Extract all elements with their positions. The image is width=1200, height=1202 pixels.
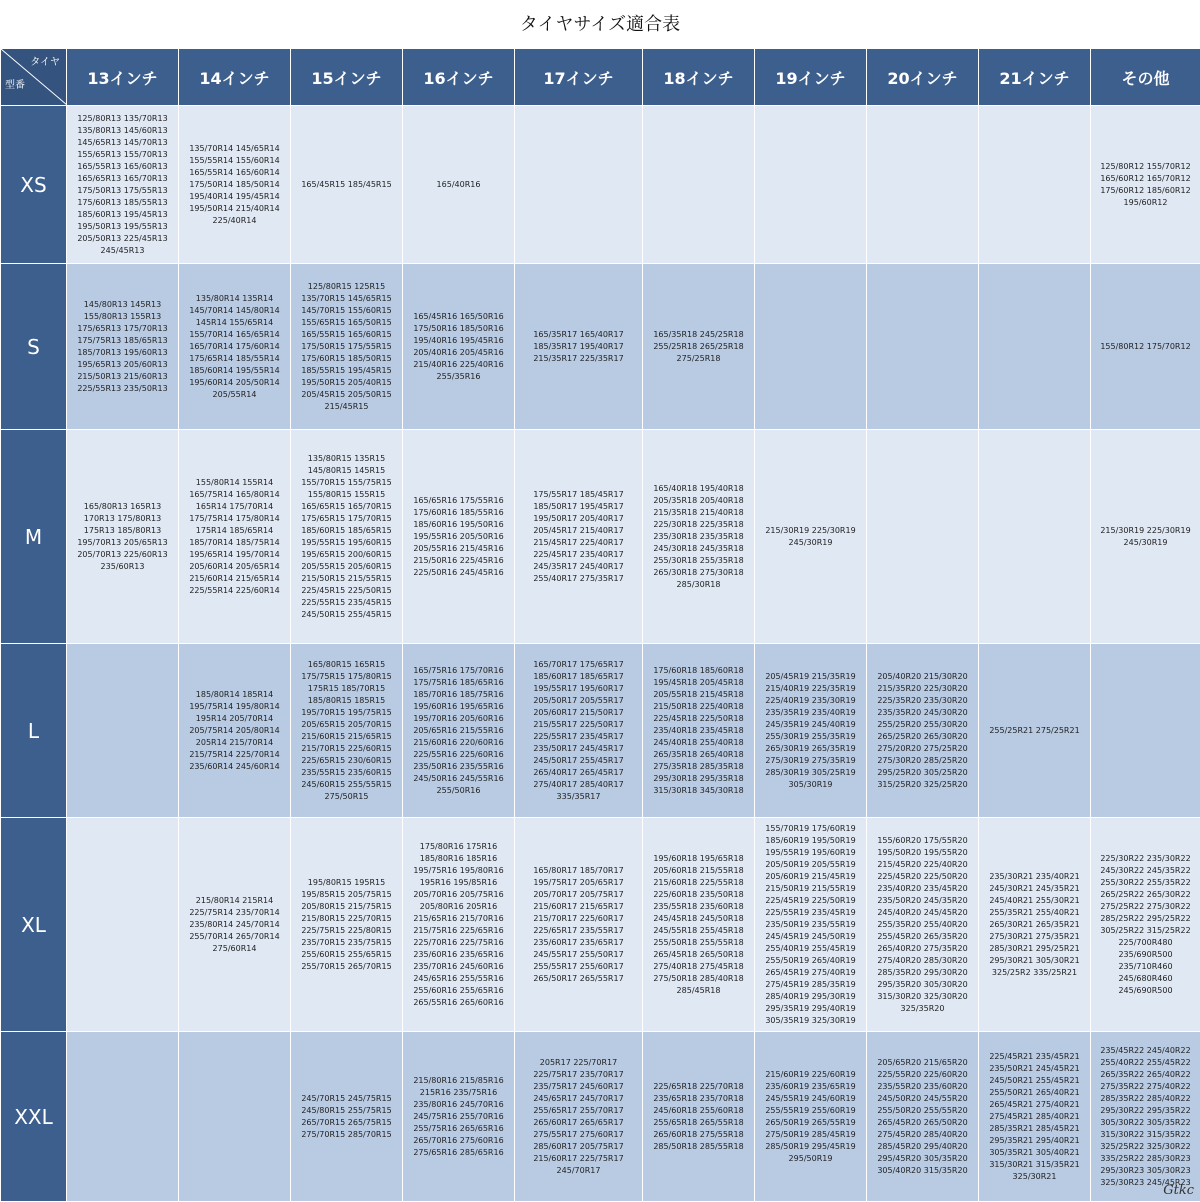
size-cell [755,430,867,644]
size-list: 195/80R15 195R15 195/85R15 205/75R15 205/80R15 215/75R15 215/80R15 225/70R15 225/75R15 225/80R15 235/70R15 235/75R15 255/60R15 255/65R15 255/70R15 265/70R15 [293,877,400,973]
size-cell [643,818,755,1032]
column-header-16: 16インチ [403,49,515,106]
size-list: 255/25R21 275/25R21 [981,725,1088,737]
size-cell [67,1032,179,1202]
column-header-other: その他 [1091,49,1200,106]
size-list: 235/30R21 235/40R21 245/30R21 245/35R21 245/40R21 255/30R21 255/35R21 255/40R21 265/30R21 265/35R21 275/30R21 275/35R21 285/30R21 295/25R21 295/30R21 305/30R21 325/25R2 335/25R21 [981,871,1088,979]
size-cell [291,106,403,264]
size-row-xs [1,106,1200,264]
size-list: 175/55R17 185/45R17 185/50R17 195/45R17 195/50R17 205/40R17 205/45R17 215/40R17 215/45R17 225/40R17 225/45R17 235/40R17 245/35R17 245/40R17 255/40R17 275/35R17 [517,489,640,585]
size-list: 135/80R14 135R14 145/70R14 145/80R14 145R14 155/65R14 155/70R14 165/65R14 165/70R14 175/60R14 175/65R14 185/55R14 185/60R14 195/55R14 195/60R14 205/50R14 205/55R14 [181,293,288,401]
size-cell [515,430,643,644]
size-list: 225/45R21 235/45R21 235/50R21 245/45R21 245/50R21 255/45R21 255/50R21 265/40R21 265/45R21 275/40R21 275/45R21 285/40R21 285/35R21 285/45R21 295/35R21 295/40R21 305/35R21 305/40R21 315/30R21 315/35R21 325/30R21 [981,1051,1088,1183]
size-cell [755,818,867,1032]
column-header-19: 19インチ [755,49,867,106]
size-cell [291,1032,403,1202]
column-header-13: 13インチ [67,49,179,106]
size-list: 165/80R17 185/70R17 195/75R17 205/65R17 205/70R17 205/75R17 215/60R17 215/65R17 215/70R17 225/60R17 225/65R17 235/55R17 235/60R17 235/65R17 245/55R17 255/50R17 255/55R17 255/60R17 265/50R17 265/55R17 [517,865,640,985]
size-cell [755,264,867,430]
size-list: 165/80R13 165R13 170R13 175/80R13 175R13 185/80R13 195/70R13 205/65R13 205/70R13 225/60R13 235/60R13 [69,501,176,573]
size-list: 175/60R18 185/60R18 195/45R18 205/45R18 205/55R18 215/45R18 215/50R18 225/40R18 225/45R18 225/50R18 235/40R18 235/45R18 245/40R18 255/40R18 265/35R18 265/40R18 275/35R18 285/35R18 295/30R18 295/35R18 315/30R18 345/30R18 [645,665,752,797]
size-cell [291,264,403,430]
size-cell [979,644,1091,818]
size-list: 135/80R15 135R15 145/80R15 145R15 155/70R15 155/75R15 155/80R15 155R15 165/65R15 165/70R15 175/65R15 175/70R15 185/60R15 185/65R15 195/55R15 195/60R15 195/65R15 200/60R15 205/55R15 205/60R15 215/50R15 215/55R15 225/45R15 225/50R15 225/55R15 235/45R15 245/50R15 255/45R15 [293,453,400,621]
size-cell [643,1032,755,1202]
row-label: XS [1,106,67,264]
row-label: M [1,430,67,644]
size-row-l [1,644,1200,818]
size-cell [67,264,179,430]
watermark: Gtkc [1163,1183,1194,1198]
size-list: 225/30R22 235/30R22 245/30R22 245/35R22 255/30R22 255/35R22 265/25R22 265/30R22 275/25R22 275/30R22 285/25R22 295/25R22 305/25R22 315/25R22 225/700R480 235/690R500 235/710R460 245/680R460 245/690R500 [1093,853,1198,997]
row-label: S [1,264,67,430]
size-list: 155/70R19 175/60R19 185/60R19 195/50R19 195/55R19 195/60R19 205/50R19 205/55R19 205/60R19 215/45R19 215/50R19 215/55R19 225/45R19 225/50R19 225/55R19 235/45R19 235/50R19 235/55R19 245/45R19 245/50R19 255/40R19 255/45R19 255/50R19 265/40R19 265/45R19 275/40R19 275/45R19 285/35R19 285/40R19 295/30R19 295/35R19 295/40R19 305/35R19 325/30R19 [757,823,864,1027]
tire-size-table [0,48,1200,1202]
row-label: L [1,644,67,818]
size-cell [403,818,515,1032]
size-list: 205/45R19 215/35R19 215/40R19 225/35R19 225/40R19 235/30R19 235/35R19 235/40R19 245/35R19 245/40R19 255/30R19 255/35R19 265/30R19 265/35R19 275/30R19 275/35R19 285/30R19 305/25R19 305/30R19 [757,671,864,791]
size-row-s [1,264,1200,430]
size-list: 205R17 225/70R17 225/75R17 235/70R17 235/75R17 245/60R17 245/65R17 245/70R17 255/65R17 255/70R17 265/60R17 265/65R17 275/55R17 275/60R17 285/60R17 205/75R17 215/60R17 225/75R17 245/70R17 [517,1057,640,1177]
size-cell [1091,1032,1200,1202]
size-list: 165/70R17 175/65R17 185/60R17 185/65R17 195/55R17 195/60R17 205/50R17 205/55R17 205/60R17 215/50R17 215/55R17 225/50R17 225/55R17 235/45R17 235/50R17 245/45R17 245/50R17 255/45R17 265/40R17 265/45R17 275/40R17 285/40R17 335/35R17 [517,659,640,803]
size-list: 185/80R14 185R14 195/75R14 195/80R14 195R14 205/70R14 205/75R14 205/80R14 205R14 215/70R14 215/75R14 225/70R14 235/60R14 245/60R14 [181,689,288,773]
size-cell [515,1032,643,1202]
size-cell [979,818,1091,1032]
size-cell [291,644,403,818]
size-cell [179,818,291,1032]
size-cell [179,264,291,430]
size-list: 165/75R16 175/70R16 175/75R16 185/65R16 185/70R16 185/75R16 195/60R16 195/65R16 195/70R16 205/60R16 205/65R16 215/55R16 215/60R16 220/60R16 225/55R16 225/60R16 235/50R16 235/55R16 245/50R16 245/55R16 255/50R16 [405,665,512,797]
size-list: 125/80R13 135/70R13 135/80R13 145/60R13 145/65R13 145/70R13 155/65R13 155/70R13 165/55R13 165/60R13 165/65R13 165/70R13 175/50R13 175/55R13 175/60R13 185/55R13 185/60R13 195/45R13 195/50R13 195/55R13 205/50R13 225/45R13 245/45R13 [69,113,176,257]
size-cell [179,644,291,818]
size-cell [291,430,403,644]
size-list: 165/35R17 165/40R17 185/35R17 195/40R17 215/35R17 225/35R17 [517,329,640,365]
size-row-xxl [1,1032,1200,1202]
size-cell [979,106,1091,264]
size-cell [867,264,979,430]
size-list: 235/45R22 245/40R22 255/40R22 255/45R22 265/35R22 265/40R22 275/35R22 275/40R22 285/35R22 285/40R22 295/30R22 295/35R22 305/30R22 305/35R22 315/30R22 315/35R22 325/25R22 325/30R22 335/25R22 285/30R23 295/30R23 305/30R23 325/30R23 245/45R23 [1093,1045,1198,1189]
size-cell [1091,818,1200,1032]
size-cell [979,430,1091,644]
size-list: 125/80R15 125R15 135/70R15 145/65R15 145/70R15 155/60R15 155/65R15 165/50R15 165/55R15 165/60R15 175/50R15 175/55R15 175/60R15 185/50R15 185/55R15 195/45R15 195/50R15 205/40R15 205/45R15 205/50R15 215/45R15 [293,281,400,413]
size-list: 205/40R20 215/30R20 215/35R20 225/30R20 225/35R20 235/30R20 235/35R20 245/30R20 255/25R20 255/30R20 265/25R20 265/30R20 275/20R20 275/25R20 275/30R20 285/25R20 295/25R20 305/25R20 315/25R20 325/25R20 [869,671,976,791]
size-cell [643,106,755,264]
size-cell [403,264,515,430]
size-cell [867,430,979,644]
page-title: タイヤサイズ適合表 [0,10,1200,44]
size-cell [979,264,1091,430]
size-cell [1091,430,1200,644]
size-cell [403,644,515,818]
size-list: 215/30R19 225/30R19 245/30R19 [757,525,864,549]
size-cell [67,430,179,644]
size-list: 165/65R16 175/55R16 175/60R16 185/55R16 185/60R16 195/50R16 195/55R16 205/50R16 205/55R16 215/45R16 215/50R16 225/45R16 225/50R16 245/45R16 [405,495,512,579]
size-list: 165/35R18 245/25R18 255/25R18 265/25R18 275/25R18 [645,329,752,365]
size-cell [67,818,179,1032]
size-list: 215/80R14 215R14 225/75R14 235/70R14 235/80R14 245/70R14 255/70R14 265/70R14 275/60R14 [181,895,288,955]
size-cell [867,644,979,818]
size-list: 135/70R14 145/65R14 155/55R14 155/60R14 165/55R14 165/60R14 175/50R14 185/50R14 195/40R14 195/45R14 195/50R14 215/40R14 225/40R14 [181,143,288,227]
size-cell [1091,106,1200,264]
size-list: 215/60R19 225/60R19 235/60R19 235/65R19 245/55R19 245/60R19 255/55R19 255/60R19 265/50R19 265/55R19 275/50R19 285/45R19 285/50R19 295/45R19 295/50R19 [757,1069,864,1165]
size-cell [179,106,291,264]
size-row-xl [1,818,1200,1032]
size-cell [515,644,643,818]
size-cell [1091,264,1200,430]
corner-tire-label: タイヤ [30,53,60,68]
size-list: 155/80R12 175/70R12 [1093,341,1198,353]
size-cell [867,1032,979,1202]
size-cell [755,1032,867,1202]
column-header-14: 14インチ [179,49,291,106]
size-cell [515,106,643,264]
column-header-15: 15インチ [291,49,403,106]
size-list: 165/40R18 195/40R18 205/35R18 205/40R18 215/35R18 215/40R18 225/30R18 225/35R18 235/30R18 235/35R18 245/30R18 245/35R18 255/30R18 255/35R18 265/30R18 275/30R18 285/30R18 [645,483,752,591]
size-cell [291,818,403,1032]
corner-model-label: 型番 [5,76,25,91]
size-list: 145/80R13 145R13 155/80R13 155R13 175/65R13 175/70R13 175/75R13 185/65R13 185/70R13 195/60R13 195/65R13 205/60R13 215/50R13 215/60R13 225/55R13 235/50R13 [69,299,176,395]
size-cell [67,106,179,264]
size-row-m [1,430,1200,644]
column-header-20: 20インチ [867,49,979,106]
size-list: 165/45R16 165/50R16 175/50R16 185/50R16 195/40R16 195/45R16 205/40R16 205/45R16 215/40R16 225/40R16 255/35R16 [405,311,512,383]
size-list: 165/45R15 185/45R15 [293,179,400,191]
size-cell [643,644,755,818]
size-cell [643,264,755,430]
size-list: 245/70R15 245/75R15 245/80R15 255/75R15 265/70R15 265/75R15 275/70R15 285/70R15 [293,1093,400,1141]
size-cell [403,430,515,644]
size-list: 215/80R16 215/85R16 215R16 235/75R16 235/80R16 245/70R16 245/75R16 255/70R16 255/75R16 265/65R16 265/70R16 275/60R16 275/65R16 285/65R16 [405,1075,512,1159]
size-cell [515,818,643,1032]
size-cell [867,106,979,264]
size-list: 215/30R19 225/30R19 245/30R19 [1093,525,1198,549]
row-label: XL [1,818,67,1032]
size-cell [755,106,867,264]
column-header-21: 21インチ [979,49,1091,106]
size-list: 205/65R20 215/65R20 225/55R20 225/60R20 235/55R20 235/60R20 245/50R20 245/55R20 255/50R20 255/55R20 265/45R20 265/50R20 275/45R20 285/40R20 285/45R20 295/40R20 295/45R20 305/35R20 305/40R20 315/35R20 [869,1057,976,1177]
column-header-18: 18インチ [643,49,755,106]
size-cell [67,644,179,818]
corner-header [1,49,67,106]
size-list: 165/40R16 [405,179,512,191]
size-cell [179,430,291,644]
size-list: 175/80R16 175R16 185/80R16 185R16 195/75R16 195/80R16 195R16 195/85R16 205/70R16 205/75R16 205/80R16 205R16 215/65R16 215/70R16 215/75R16 225/65R16 225/70R16 225/75R16 235/60R16 235/65R16 235/70R16 245/60R16 245/65R16 255/55R16 255/60R16 255/65R16 265/55R16 265/60R16 [405,841,512,1009]
size-cell [755,644,867,818]
size-cell [515,264,643,430]
size-cell [1091,644,1200,818]
size-cell [867,818,979,1032]
size-list: 195/60R18 195/65R18 205/60R18 215/55R18 215/60R18 225/55R18 225/60R18 235/50R18 235/55R18 235/60R18 245/45R18 245/50R18 245/55R18 255/45R18 255/50R18 255/55R18 265/45R18 265/50R18 275/40R18 275/45R18 275/50R18 285/40R18 285/45R18 [645,853,752,997]
size-cell [643,430,755,644]
size-list: 155/60R20 175/55R20 195/50R20 195/55R20 215/45R20 225/40R20 225/45R20 225/50R20 235/40R20 235/45R20 235/50R20 245/35R20 245/40R20 245/45R20 255/35R20 255/40R20 255/45R20 265/35R20 265/40R20 275/35R20 275/40R20 285/30R20 285/35R20 295/30R20 295/35R20 305/30R20 315/30R20 325/30R20 325/35R20 [869,835,976,1015]
size-cell [979,1032,1091,1202]
size-cell [403,1032,515,1202]
size-list: 165/80R15 165R15 175/75R15 175/80R15 175R15 185/70R15 185/80R15 185R15 195/70R15 195/75R15 205/65R15 205/70R15 215/60R15 215/65R15 215/70R15 225/60R15 225/65R15 230/60R15 235/55R15 235/60R15 245/60R15 255/55R15 275/50R15 [293,659,400,803]
header-row [1,49,1200,106]
size-list: 225/65R18 225/70R18 235/65R18 235/70R18 245/60R18 255/60R18 255/65R18 265/55R18 265/60R18 275/55R18 285/50R18 285/55R18 [645,1081,752,1153]
size-cell [179,1032,291,1202]
size-cell [403,106,515,264]
row-label: XXL [1,1032,67,1202]
column-header-17: 17インチ [515,49,643,106]
size-list: 125/80R12 155/70R12 165/60R12 165/70R12 175/60R12 185/60R12 195/60R12 [1093,161,1198,209]
size-list: 155/80R14 155R14 165/75R14 165/80R14 165R14 175/70R14 175/75R14 175/80R14 175R14 185/65R14 185/70R14 185/75R14 195/65R14 195/70R14 205/60R14 205/65R14 215/60R14 215/65R14 225/55R14 225/60R14 [181,477,288,597]
